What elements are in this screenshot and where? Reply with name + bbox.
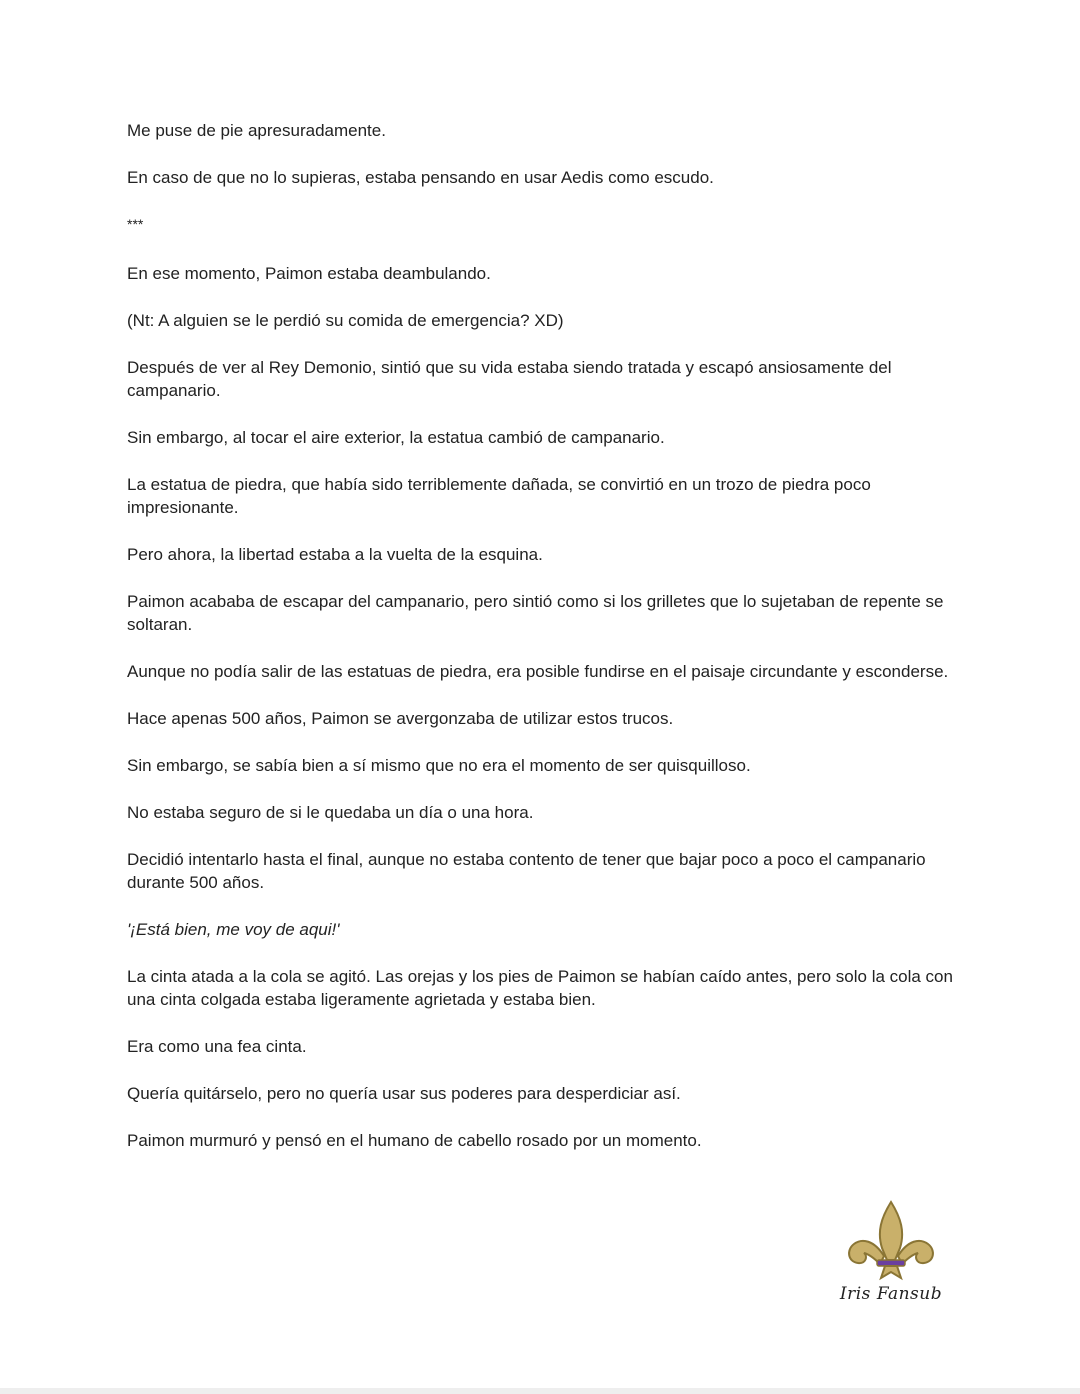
paragraph: Sin embargo, se sabía bien a sí mismo que no era el momento de ser quisquilloso. xyxy=(127,756,751,775)
scene-separator: *** xyxy=(127,216,144,232)
italic-thought: '¡Está bien, me voy de aqui!' xyxy=(127,920,340,939)
paragraph: Decidió intentarlo hasta el final, aunque no estaba contento de tener que bajar poco a poco el campanario durante 500 años. xyxy=(127,850,926,892)
fleur-de-lis-icon xyxy=(844,1200,938,1282)
document-body xyxy=(127,119,957,1176)
paragraph: Me puse de pie apresuradamente. xyxy=(127,121,386,140)
paragraph: La cinta atada a la cola se agitó. Las orejas y los pies de Paimon se habían caído antes, pero solo la cola con una cinta colgada estaba ligeramente agrietada y estaba bien. xyxy=(127,967,953,1009)
paragraph: En ese momento, Paimon estaba deambulando. xyxy=(127,264,491,283)
paragraph: (Nt: A alguien se le perdió su comida de emergencia? XD) xyxy=(127,311,564,330)
page-bottom-edge xyxy=(0,1388,1080,1394)
paragraph: Sin embargo, al tocar el aire exterior, la estatua cambió de campanario. xyxy=(127,428,665,447)
paragraph: Aunque no podía salir de las estatuas de piedra, era posible fundirse en el paisaje circundante y esconderse. xyxy=(127,662,949,681)
paragraph: Hace apenas 500 años, Paimon se avergonzaba de utilizar estos trucos. xyxy=(127,709,674,728)
watermark-text: Iris Fansub xyxy=(839,1284,943,1304)
paragraph: Paimon acababa de escapar del campanario, pero sintió como si los grilletes que lo sujetaban de repente se soltaran. xyxy=(127,592,944,634)
watermark-logo xyxy=(836,1200,946,1312)
paragraph: En caso de que no lo supieras, estaba pensando en usar Aedis como escudo. xyxy=(127,168,714,187)
paragraph: Quería quitárselo, pero no quería usar sus poderes para desperdiciar así. xyxy=(127,1084,681,1103)
paragraph: Paimon murmuró y pensó en el humano de cabello rosado por un momento. xyxy=(127,1131,702,1150)
paragraph: Después de ver al Rey Demonio, sintió que su vida estaba siendo tratada y escapó ansiosamente del campanario. xyxy=(127,358,892,400)
paragraph: Era como una fea cinta. xyxy=(127,1037,307,1056)
paragraph: No estaba seguro de si le quedaba un día o una hora. xyxy=(127,803,534,822)
paragraph: La estatua de piedra, que había sido terriblemente dañada, se convirtió en un trozo de piedra poco impresionante. xyxy=(127,475,871,517)
paragraph: Pero ahora, la libertad estaba a la vuelta de la esquina. xyxy=(127,545,543,564)
